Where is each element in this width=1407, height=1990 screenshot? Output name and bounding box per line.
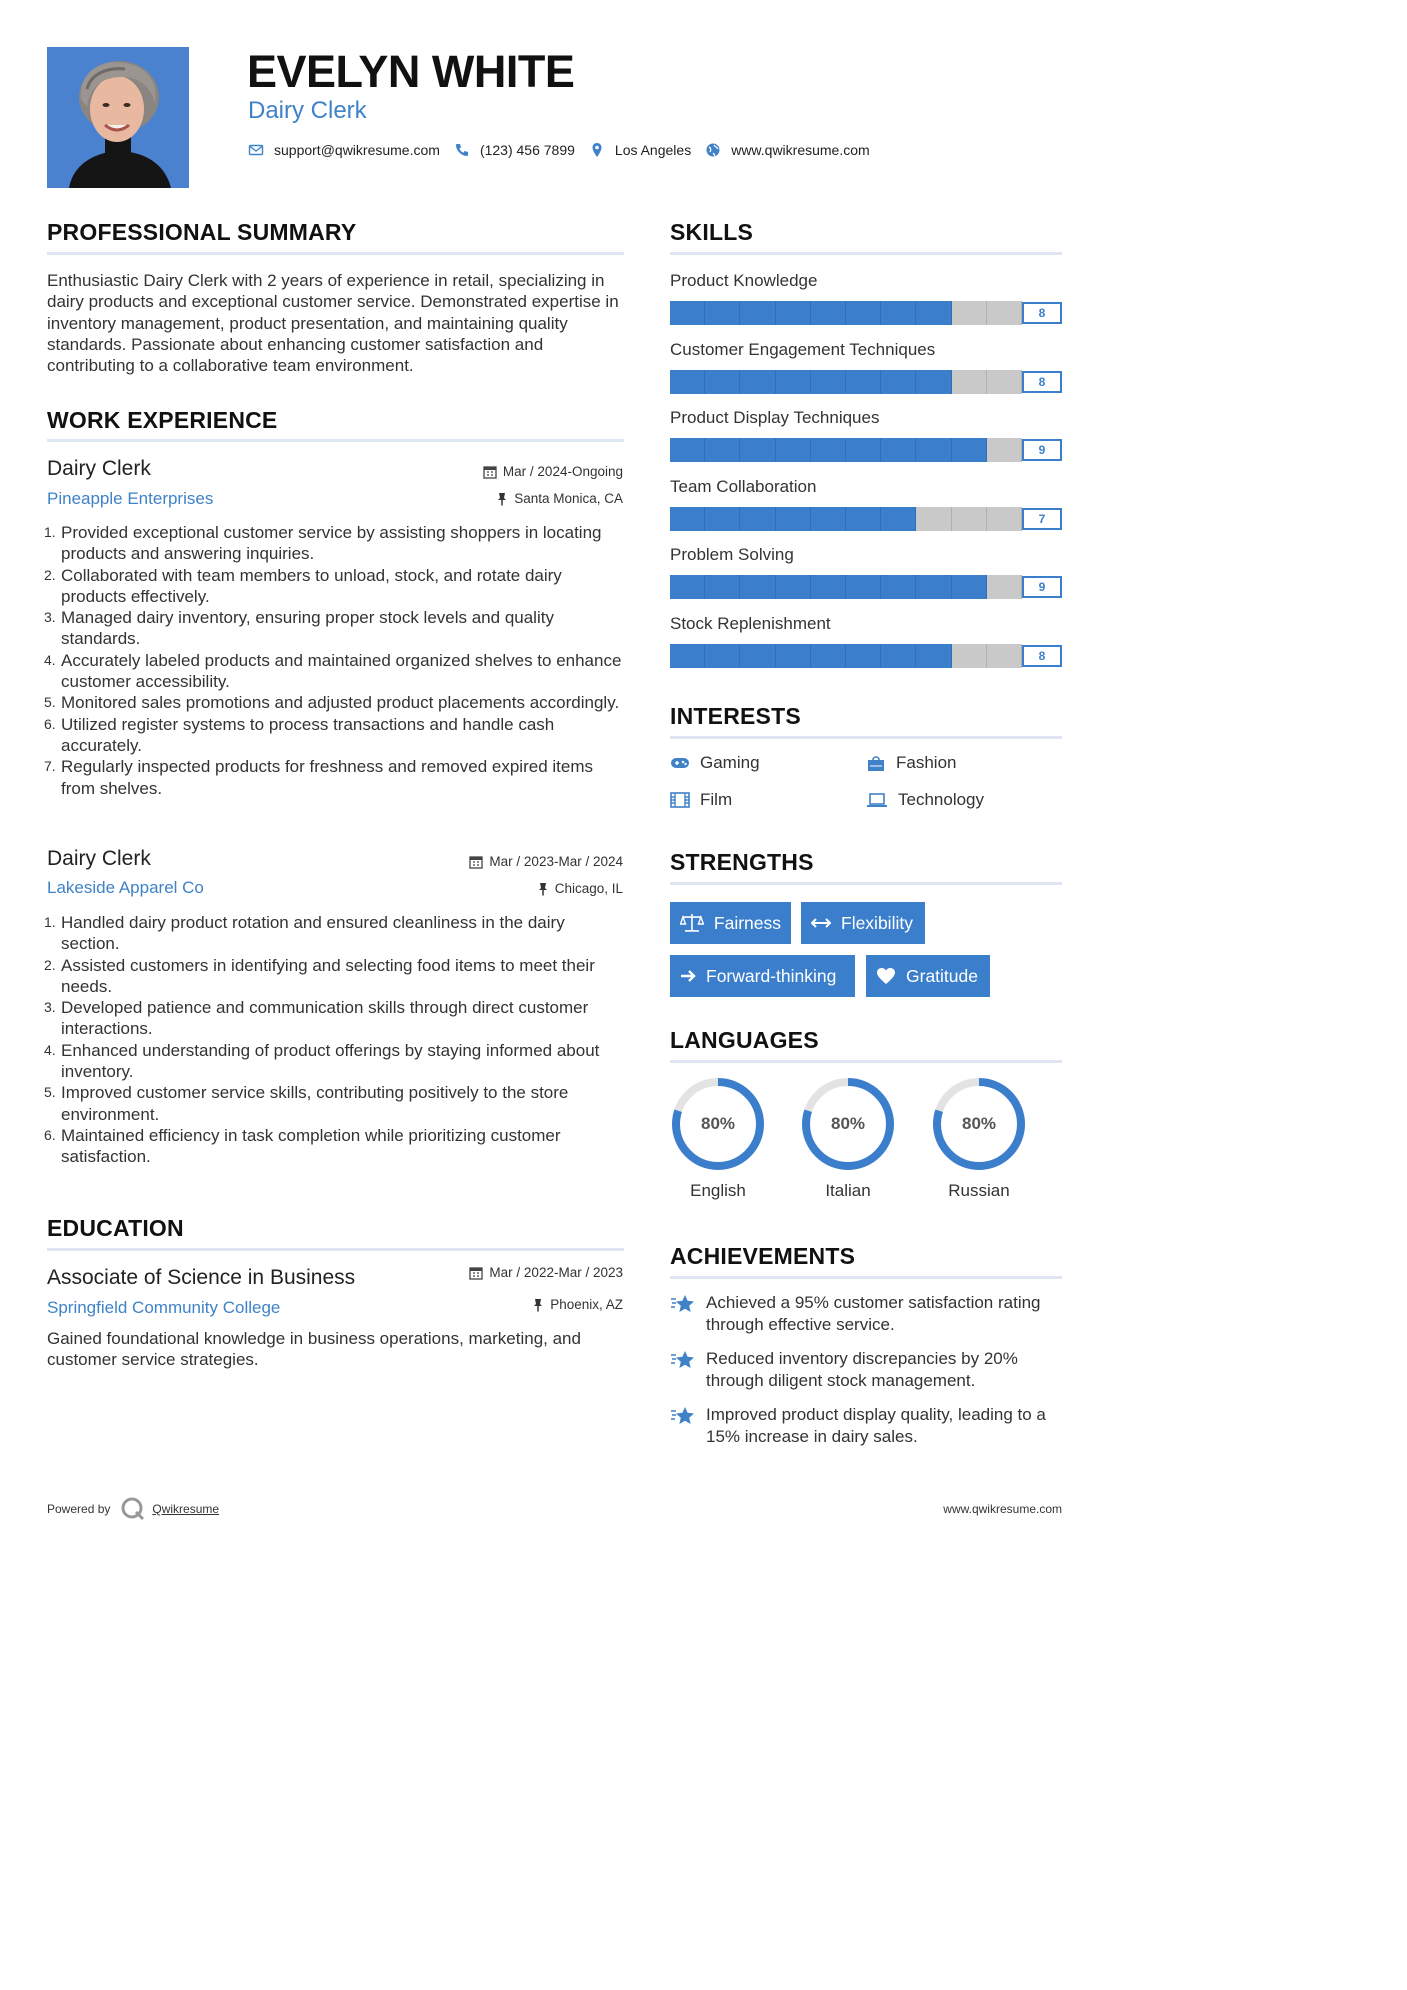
language-name: Russian	[948, 1181, 1010, 1200]
skill-bar	[670, 507, 1062, 531]
language-percent: 80%	[830, 1114, 866, 1133]
degree-title: Associate of Science in Business	[47, 1266, 356, 1289]
skill-bar-fill	[670, 301, 952, 325]
language-ring	[930, 1075, 1028, 1173]
skill-level-badge: 9	[1022, 439, 1062, 461]
list-item: 2. Assisted customers in identifying and selecting food items to meet their needs.	[44, 955, 595, 996]
job-dates-text: Mar / 2024-Ongoing	[502, 464, 623, 479]
skills-heading: SKILLS	[670, 219, 753, 245]
education-divider	[47, 1248, 624, 1251]
balance-scale-icon	[680, 913, 704, 933]
job-dates	[483, 463, 623, 481]
list-item: 5. Improved customer service skills, contributing positively to the store environment.	[44, 1083, 569, 1124]
achievement-text: Reduced inventory discrepancies by 20% through diligent stock management.	[706, 1349, 1018, 1390]
powered-by-label: Powered by	[47, 1502, 111, 1516]
skill-bar-fill	[670, 507, 916, 531]
job-company: Lakeside Apparel Co	[47, 878, 204, 897]
languages-divider	[670, 1060, 1062, 1063]
language-name: English	[690, 1181, 746, 1200]
interest-item-fashion: Fashion	[866, 752, 956, 774]
achievements-divider	[670, 1276, 1062, 1279]
education-description: Gained foundational knowledge in business operations, marketing, and customer service strategies.	[47, 1329, 581, 1370]
envelope-icon	[248, 142, 264, 158]
skill-bar-fill	[670, 438, 987, 462]
job-dates-text: Mar / 2023-Mar / 2024	[489, 854, 623, 869]
list-item: 6. Maintained efficiency in task completion while prioritizing customer satisfaction.	[44, 1125, 561, 1167]
achievement-text: Achieved a 95% customer satisfaction rating through effective service.	[706, 1293, 1041, 1334]
contact-phone[interactable]: (123) 456 7899	[479, 142, 575, 158]
star-icon	[670, 1293, 696, 1315]
school-name: Springfield Community College	[47, 1298, 281, 1317]
languages-heading: LANGUAGES	[670, 1027, 819, 1053]
strength-badge-forward-thinking: Forward-thinking	[670, 955, 855, 997]
calendar-icon	[469, 855, 483, 869]
job-dates	[469, 853, 623, 871]
achievement-item	[670, 1292, 1060, 1336]
skill-level-badge: 8	[1022, 302, 1062, 324]
list-item: 6. Utilized register systems to process transactions and handle cash accurately.	[44, 714, 555, 755]
footer-powered-by	[47, 1496, 219, 1522]
achievement-item	[670, 1404, 1060, 1448]
star-icon	[670, 1349, 696, 1371]
contact-bar	[248, 139, 884, 161]
language-percent: 80%	[961, 1114, 997, 1133]
contact-email[interactable]: support@qwikresume.com	[274, 142, 440, 158]
education-location	[532, 1296, 623, 1314]
job-location	[496, 490, 623, 508]
achievements-heading: ACHIEVEMENTS	[670, 1243, 856, 1269]
list-item: 2. Collaborated with team members to unload, stock, and rotate dairy products effectively.	[44, 565, 562, 606]
laptop-icon	[866, 792, 888, 808]
skill-bar	[670, 370, 1062, 394]
skill-level-badge: 8	[1022, 645, 1062, 667]
candidate-title: Dairy Clerk	[248, 97, 367, 124]
skill-name: Stock Replenishment	[670, 614, 831, 633]
contact-website[interactable]: www.qwikresume.com	[731, 142, 870, 158]
language-name: Italian	[825, 1181, 871, 1200]
heart-icon	[876, 967, 896, 985]
qwikresume-link[interactable]: Qwikresume	[152, 1502, 220, 1516]
list-item: 3. Managed dairy inventory, ensuring proper stock levels and quality standards.	[44, 608, 554, 649]
map-pin-icon	[589, 142, 605, 158]
interest-item-technology: Technology	[866, 789, 984, 811]
interest-item-film: Film	[670, 789, 732, 811]
job-company: Pineapple Enterprises	[47, 489, 214, 508]
strengths-heading: STRENGTHS	[670, 849, 814, 875]
skill-level-badge: 9	[1022, 576, 1062, 598]
education-dates-text: Mar / 2022-Mar / 2023	[489, 1265, 623, 1280]
phone-icon	[454, 142, 470, 158]
interests-heading: INTERESTS	[670, 703, 801, 729]
summary-text: Enthusiastic Dairy Clerk with 2 years of experience in retail, specializing in dairy products and exceptional customer service. Demonstrated expertise in inventory management, product presentation, and maintaining quality standards. Passionate about enhancing customer satisfaction and contributing to a collaborative team environment.	[47, 271, 619, 376]
summary-heading: PROFESSIONAL SUMMARY	[47, 219, 357, 245]
job-bullets	[44, 912, 627, 1168]
interests-divider	[670, 736, 1062, 739]
skill-bar-fill	[670, 644, 952, 668]
job-location-text: Santa Monica, CA	[514, 491, 623, 506]
star-icon	[670, 1405, 696, 1427]
list-item: 7. Regularly inspected products for freshness and removed expired items from shelves.	[44, 757, 593, 798]
candidate-name: EVELYN WHITE	[247, 46, 575, 97]
skill-level-badge: 7	[1022, 508, 1062, 530]
skill-bar-fill	[670, 370, 952, 394]
list-item: 1. Handled dairy product rotation and ensured cleanliness in the dairy section.	[44, 913, 565, 954]
skill-bar	[670, 575, 1062, 599]
list-item: 3. Developed patience and communication skills through direct customer interactions.	[44, 998, 589, 1039]
language-percent: 80%	[700, 1114, 736, 1133]
experience-divider	[47, 439, 624, 442]
skill-name: Product Display Techniques	[670, 408, 880, 427]
skill-name: Problem Solving	[670, 545, 794, 564]
list-item: 4. Enhanced understanding of product offerings by staying informed about inventory.	[44, 1040, 600, 1082]
language-ring	[669, 1075, 767, 1173]
footer-url[interactable]: www.qwikresume.com	[943, 1502, 1062, 1516]
interest-item-gaming: Gaming	[670, 752, 760, 774]
strengths-divider	[670, 882, 1062, 885]
list-item: 1. Provided exceptional customer service by assisting shoppers in locating products and answering inquiries.	[44, 523, 602, 564]
list-item: 5. Monitored sales promotions and adjusted product placements accordingly.	[44, 693, 620, 713]
job-location-text: Chicago, IL	[554, 881, 623, 896]
calendar-icon	[483, 465, 497, 479]
gamepad-icon	[670, 756, 690, 770]
achievement-item	[670, 1348, 1060, 1392]
language-ring	[799, 1075, 897, 1173]
pushpin-icon	[496, 492, 508, 506]
profile-photo	[47, 47, 189, 188]
skill-bar-fill	[670, 575, 987, 599]
skill-level-badge: 8	[1022, 371, 1062, 393]
skill-name: Team Collaboration	[670, 477, 817, 496]
shopping-bag-icon	[866, 754, 886, 772]
strength-badge-fairness: Fairness	[670, 902, 791, 944]
skill-name: Customer Engagement Techniques	[670, 340, 936, 359]
job-location	[537, 880, 623, 898]
job-bullets	[44, 522, 627, 799]
qwikresume-logo-icon	[120, 1496, 146, 1522]
arrow-right-icon	[680, 968, 696, 984]
job-title: Dairy Clerk	[47, 847, 151, 870]
education-dates	[469, 1264, 623, 1282]
experience-heading: WORK EXPERIENCE	[47, 407, 278, 433]
skill-bar	[670, 301, 1062, 325]
achievement-text: Improved product display quality, leading to a 15% increase in dairy sales.	[706, 1405, 1046, 1446]
film-icon	[670, 792, 690, 808]
language-item	[929, 1075, 1029, 1201]
skill-bar	[670, 438, 1062, 462]
arrows-horizontal-icon	[811, 917, 831, 929]
contact-location: Los Angeles	[614, 142, 692, 158]
pushpin-icon	[532, 1298, 544, 1312]
job-title: Dairy Clerk	[47, 457, 151, 480]
strength-badge-gratitude: Gratitude	[866, 955, 990, 997]
skill-name: Product Knowledge	[670, 271, 818, 290]
language-item	[668, 1075, 768, 1201]
strength-badge-flexibility: Flexibility	[801, 902, 925, 944]
education-heading: EDUCATION	[47, 1215, 184, 1241]
list-item: 4. Accurately labeled products and maintained organized shelves to enhance customer accessibility.	[44, 650, 622, 692]
pushpin-icon	[537, 882, 549, 896]
skill-bar	[670, 644, 1062, 668]
language-item	[798, 1075, 898, 1201]
education-location-text: Phoenix, AZ	[550, 1297, 623, 1312]
summary-divider	[47, 252, 624, 255]
globe-icon	[705, 142, 721, 158]
skills-divider	[670, 252, 1062, 255]
calendar-icon	[469, 1266, 483, 1280]
